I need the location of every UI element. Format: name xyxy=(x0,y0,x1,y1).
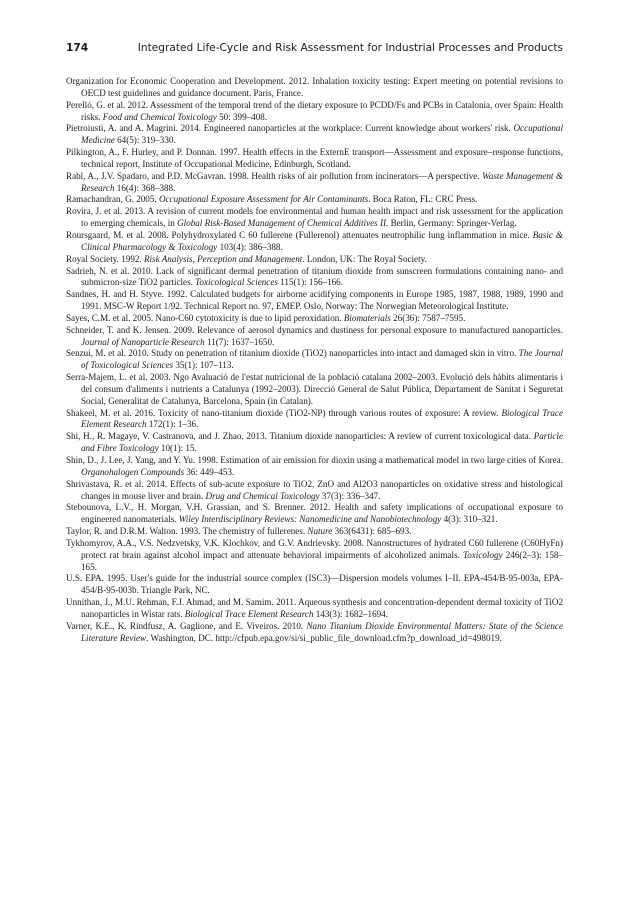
reference-text: Shakeel, M. et al. 2016. Toxicity of nano-titanium dioxide (TiO2-NP) through various routes of exposure: A review. xyxy=(66,407,502,418)
reference-text: . Washington, DC. http://cfpub.epa.gov/si/si_public_file_download.cfm?p_download_id=498019. xyxy=(146,632,502,643)
reference-source-title: Biological Trace Element Research xyxy=(81,407,564,430)
reference-source-title: Drug and Chemical Toxicology xyxy=(205,490,320,501)
reference-source-title: Waste Management & Research xyxy=(81,170,563,193)
reference-source-title: Biological Trace Element Research xyxy=(184,608,314,619)
reference-text: 10(1): 15. xyxy=(158,443,197,454)
reference-entry xyxy=(66,194,563,206)
running-header xyxy=(66,42,563,54)
reference-text: U.S. EPA. 1995. User's guide for the industrial source complex (ISC3)—Dispersion models volumes I–II. EPA-454/B-95-003a, EPA-454/B-95-003b. Triangle Park, NC. xyxy=(66,573,563,596)
reference-text: Sayes, C.M. et al. 2005. Nano-C60 cytotoxicity is due to lipid peroxidation. xyxy=(66,312,344,323)
reference-text: Varner, K.E., K. Rindfusz, A. Gaglione, and E. Viveiros. 2010. xyxy=(66,620,307,631)
reference-entry xyxy=(66,348,563,372)
reference-entry xyxy=(66,289,563,313)
reference-source-title: Nature xyxy=(307,526,333,537)
reference-source-title: Wiley Interdisciplinary Reviews: Nanomedicine and Nanobiotechnology xyxy=(178,514,442,525)
reference-entry xyxy=(66,313,563,325)
reference-source-title: Occupational Exposure Assessment for Air Contaminants xyxy=(158,194,369,205)
reference-entry xyxy=(66,123,563,147)
reference-text: 143(3): 1682–1694. xyxy=(313,608,388,619)
reference-entry xyxy=(66,597,563,621)
reference-text: 35(1): 107–113. xyxy=(173,360,234,371)
reference-source-title: The Journal of Toxicological Sciences xyxy=(81,348,563,371)
reference-entry xyxy=(66,372,563,408)
reference-entry xyxy=(66,171,563,195)
reference-text: 103(4): 386–388. xyxy=(217,241,283,252)
reference-text: Schneider, T. and K. Jensen. 2009. Relevance of aerosol dynamics and dustiness for personal exposure to manufactured nanoparticles. xyxy=(66,324,563,335)
reference-text: Senzui, M. et al. 2010. Study on penetration of titanium dioxide (TiO2) nanoparticles into intact and damaged skin in vitro. xyxy=(66,348,519,359)
reference-source-title: Organohalogen Compounds xyxy=(81,466,184,477)
reference-text: 11(7): 1637–1650. xyxy=(204,336,275,347)
reference-text: 363(6431): 685–693. xyxy=(332,526,412,537)
reference-text: 36: 449–453. xyxy=(183,466,235,477)
reference-text: 115(1): 156–166. xyxy=(277,277,344,288)
reference-text: Taylor, R. and D.R.M. Walton. 1993. The chemistry of fullerenes. xyxy=(66,526,308,537)
reference-entry xyxy=(66,254,563,266)
reference-text: Roursgaard, M. et al. 2008. Polyhydroxylated C 60 fullerene (Fullerenol) attenuates neutrophilic lung inflammation in mice. xyxy=(66,229,533,240)
reference-list xyxy=(66,76,563,645)
reference-text: Pilkington, A., F. Hurley, and P. Donnan. 1997. Health effects in the ExternE transport—Assessment and exposure–response functions, technical report, Institute of Occupational Medicine, Edinburgh, Scotland. xyxy=(66,147,563,169)
reference-entry xyxy=(66,206,563,230)
reference-entry xyxy=(66,76,563,100)
reference-entry xyxy=(66,621,563,645)
reference-entry xyxy=(66,573,563,597)
reference-text: Perelló, G. et al. 2012. Assessment of the temporal trend of the dietary exposure to PCDD/Fs and PCBs in Catalonia, over Spain: Health risks. xyxy=(66,99,563,122)
reference-source-title: Particle and Fibre Toxicology xyxy=(81,431,563,454)
reference-entry xyxy=(66,526,563,538)
reference-text: Shi, H., R. Magaye, V. Castranova, and J. Zhao. 2013. Titanium dioxide nanoparticles: A review of current toxicological data. xyxy=(66,431,534,442)
reference-source-title: Occupational Medicine xyxy=(81,123,563,146)
reference-source-title: Journal of Nanoparticle Research xyxy=(81,336,205,347)
reference-entry xyxy=(66,147,563,171)
reference-text: Pietroiusti, A. and A. Magrini. 2014. Engineered nanoparticles at the workplace: Current knowledge about workers' risk. xyxy=(66,123,514,134)
reference-text: 172(1): 1–36. xyxy=(146,419,199,430)
reference-text: Shin, D., J. Lee, J. Yang, and Y. Yu. 1998. Estimation of air emission for dioxin using a mathematical model in two large cities of Korea. xyxy=(66,455,563,465)
reference-text: Serra-Majem, L. et al. 2003. Ngo Avaluació de l'estat nutricional de la població catalana 2002–2003. Evolució dels hàbits alimentaris i del consum d'aliments i nutrients a Catalunya (1992–2003). Direcció General de Salut Pública, Departament de Sanitat i Seguretat Social, Generalitat de Catalunya, Barcelona, Spain (in Catalan). xyxy=(66,372,563,406)
reference-source-title: Risk Analysis, Perception and Management xyxy=(143,253,303,264)
reference-text: Unnithan, J., M.U. Rehman, F.J. Ahmad, and M. Samim. 2011. Aqueous synthesis and concentration-dependent dermal toxicity of TiO2 nanoparticles in Wistar rats. xyxy=(66,597,563,619)
reference-entry xyxy=(66,230,563,254)
reference-source-title: Nano Titanium Dioxide Environmental Matters: State of the Science Literature Review xyxy=(81,620,564,643)
reference-text: Sadrieh, N. et al. 2010. Lack of significant dermal penetration of titanium dioxide from sunscreen formulations containing nano- and submicron-size TiO2 particles. xyxy=(66,265,563,288)
reference-entry xyxy=(66,408,563,432)
reference-text: . Berlin, Germany: Springer-Verlag. xyxy=(386,218,517,229)
reference-source-title: Basic & Clinical Pharmacology & Toxicology xyxy=(81,229,563,252)
reference-entry xyxy=(66,502,563,526)
reference-text: 26(36): 7587–7595. xyxy=(390,312,466,323)
reference-text: Stebounova, L.V., H. Morgan, V.H. Grassian, and S. Brenner. 2012. Health and safety implications of occupational exposure to engineered nanomaterials. xyxy=(66,502,563,525)
reference-text: . Boca Raton, FL: CRC Press. xyxy=(368,194,478,205)
reference-text: 64(5): 319–330. xyxy=(114,135,176,146)
reference-text: Shrivastava, R. et al. 2014. Effects of sub-acute exposure to TiO2, ZnO and Al2O3 nanoparticles on oxidative stress and histological changes in mouse liver and brain. xyxy=(66,478,563,501)
reference-entry xyxy=(66,266,563,290)
reference-text: Rovira, J. et al. 2013. A revision of current models foe environmental and human health impact and risk assessment for the application to emerging chemicals, in xyxy=(66,206,563,229)
book-title: Integrated Life-Cycle and Risk Assessment for Industrial Processes and Products xyxy=(137,42,563,54)
reference-text: 4(3): 310–321. xyxy=(441,514,498,525)
reference-entry xyxy=(66,431,563,455)
reference-text: Sandnes, H. and H. Styve. 1992. Calculated budgets for airborne acidifying components in Europe 1985, 1987, 1988, 1989, 1990 and 1991. MSC-W Report 1/92. Technical Report no. 97, EMEP. Oslo, Norway: The Norwegian Meteorological Institute. xyxy=(66,289,563,312)
reference-text: . London, UK: The Royal Society. xyxy=(302,253,427,264)
reference-entry xyxy=(66,455,563,479)
reference-text: 16(4): 368–388. xyxy=(114,182,176,193)
reference-text: 37(3): 336–347. xyxy=(319,490,381,501)
reference-text: Organization for Economic Cooperation and Development. 2012. Inhalation toxicity testing: Expert meeting on potential revisions to OECD test guidelines and guidance document. Paris, France. xyxy=(66,76,563,98)
reference-source-title: Toxicological Sciences xyxy=(195,277,278,288)
page-number: 174 xyxy=(66,42,89,54)
reference-text: 246(2–3): 158–165. xyxy=(81,549,563,572)
reference-entry xyxy=(66,538,563,574)
reference-source-title: Food and Chemical Toxicology xyxy=(102,111,217,122)
reference-text: Rabl, A., J.V. Spadaro, and P.D. McGavran. 1998. Health risks of air pollution from incinerators—A perspective. xyxy=(66,170,483,181)
reference-text: 50: 399–408. xyxy=(216,111,268,122)
reference-entry xyxy=(66,325,563,349)
reference-text: Tykhomyrov, A.A., V.S. Nedzvetsky, V.K. Klochkov, and G.V. Andrievsky. 2008. Nanostructures of hydrated C60 fullerene (C60HyFn) protect rat brain against alcohol impact and attenuate behavioral impairments of alcoholized animals. xyxy=(66,537,563,560)
reference-text: Ramachandran, G. 2005. xyxy=(66,194,159,205)
reference-entry xyxy=(66,100,563,124)
reference-source-title: Global Risk-Based Management of Chemical Additives II xyxy=(177,218,387,229)
reference-source-title: Toxicology xyxy=(463,549,503,560)
reference-source-title: Biomaterials xyxy=(343,312,391,323)
reference-entry xyxy=(66,479,563,503)
reference-text: Royal Society. 1992. xyxy=(66,253,144,264)
